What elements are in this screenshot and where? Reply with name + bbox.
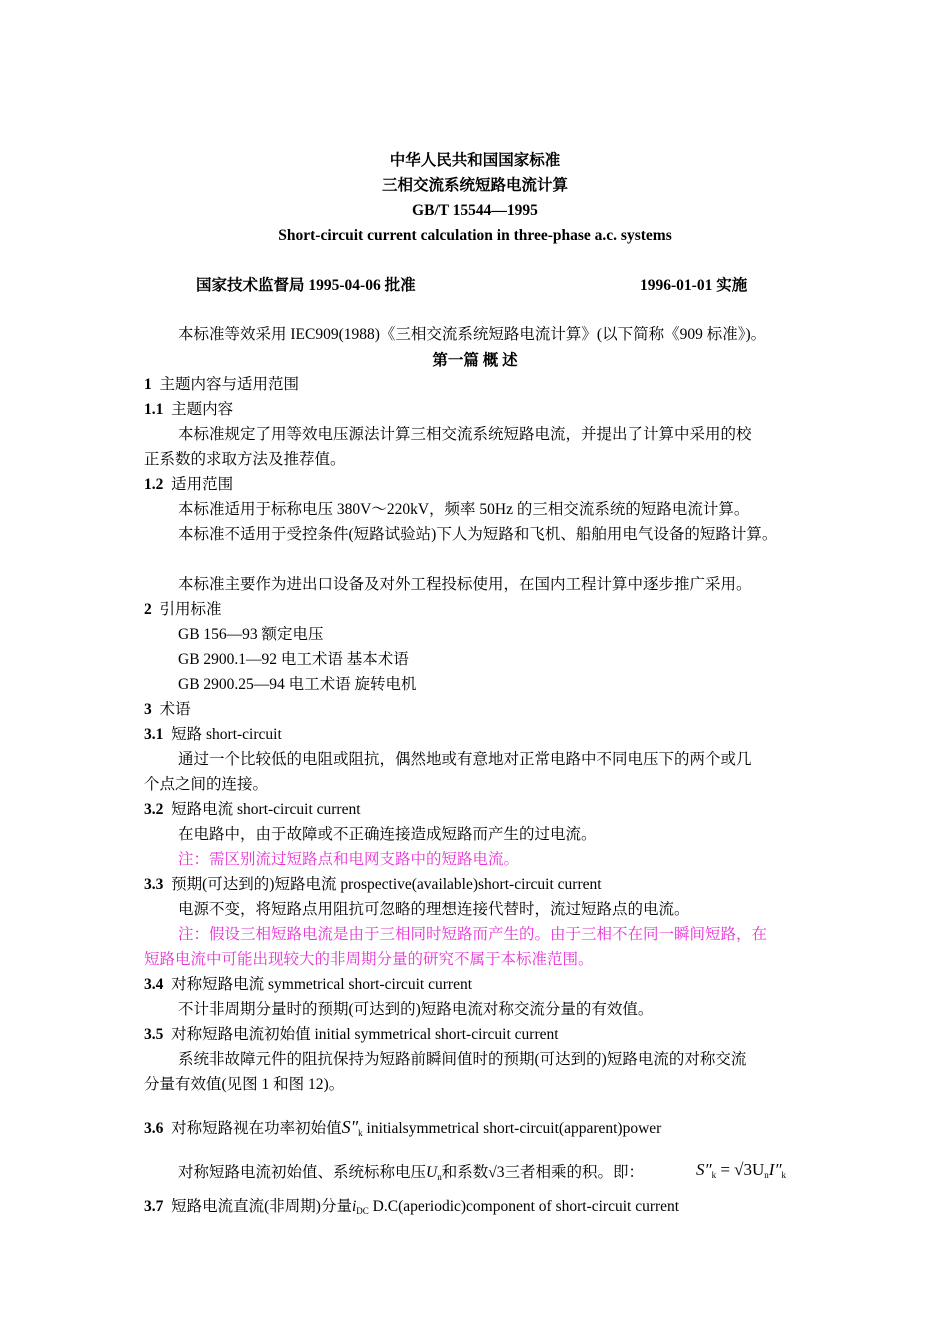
formula-paragraph: [178, 1163, 644, 1187]
formula-text: 对称短路电流初始值、系统标称电压: [178, 1164, 427, 1181]
term-number: 3.7: [144, 1198, 164, 1215]
paragraph-line: 不计非周期分量时的预期(可达到的)短路电流对称交流分量的有效值。: [178, 1001, 654, 1018]
section-number: 1.2: [144, 476, 164, 493]
symbol-subscript: k: [781, 1170, 787, 1180]
term-number: 3.4: [144, 976, 164, 993]
paragraph-line: 本标准主要作为进出口设备及对外工程投标使用，在国内工程计算中逐步推广采用。: [178, 576, 752, 593]
paragraph-line: 在电路中，由于故障或不正确连接造成短路而产生的过电流。: [178, 826, 597, 843]
term-number: 3.5: [144, 1026, 164, 1043]
paragraph-line: 分量有效值(见图 1 和图 12)。: [144, 1076, 345, 1093]
note-line: 注：需区别流过短路点和电网支路中的短路电流。: [178, 851, 520, 868]
note-line: 注：假设三相短路电流是由于三相同时短路而产生的。由于三相不在同一瞬间短路，在: [178, 926, 768, 943]
term-title: 预期(可达到的)短路电流 prospective(available)short-circuit current: [171, 876, 602, 893]
formula-text: 和系数: [441, 1164, 489, 1181]
term-3-5-heading: [144, 1025, 559, 1045]
formula-text: 三者相乘的积。即：: [504, 1164, 645, 1181]
term-3-3-heading: [144, 875, 602, 895]
section-2-heading: [144, 600, 222, 620]
section-number: 1: [144, 376, 152, 393]
paragraph-line: 个点之间的连接。: [144, 776, 269, 793]
paragraph-line: 本标准不适用于受控条件(短路试验站)下人为短路和飞机、船舶用电气设备的短路计算。: [178, 526, 778, 543]
sqrt-symbol: √3: [488, 1164, 505, 1181]
paragraph-line: 通过一个比较低的电阻或阻抗，偶然地或有意地对正常电路中不同电压下的两个或几: [178, 751, 752, 768]
symbol-subscript: n: [437, 1172, 442, 1182]
section-1-heading: [144, 375, 299, 395]
term-3-4-heading: [144, 975, 472, 995]
term-title: 对称短路电流初始值 initial symmetrical short-circuit current: [171, 1026, 559, 1043]
section-number: 3: [144, 701, 152, 718]
header-org: 中华人民共和国国家标准: [389, 152, 561, 169]
formula-equation: [696, 1160, 786, 1185]
section-number: 2: [144, 601, 152, 618]
header-title-en: Short-circuit current calculation in three-phase a.c. systems: [278, 227, 672, 244]
term-title-en: initialsymmetrical short-circuit(apparent)power: [366, 1120, 662, 1137]
paragraph-line: 本标准适用于标称电压 380V～220kV，频率 50Hz 的三相交流系统的短路电流计算。: [178, 501, 750, 518]
section-title: 适用范围: [171, 476, 234, 493]
intro-paragraph: 本标准等效采用 IEC909(1988)《三相交流系统短路电流计算》(以下简称《909 标准》)。: [178, 326, 767, 343]
section-1-2-heading: [144, 475, 233, 495]
term-number: 3.6: [144, 1120, 164, 1137]
reference-item: GB 156—93 额定电压: [178, 626, 324, 643]
symbol-subscript: DC: [356, 1206, 369, 1216]
term-3-6-heading: [144, 1117, 661, 1143]
section-1-1-heading: [144, 400, 233, 420]
paragraph-line: 系统非故障元件的阻抗保持为短路前瞬间值时的预期(可达到的)短路电流的对称交流: [178, 1051, 747, 1068]
header-code: GB/T 15544—1995: [412, 202, 538, 219]
paragraph-line: 正系数的求取方法及推荐值。: [144, 451, 346, 468]
symbol-subscript: k: [358, 1128, 363, 1138]
symbol-i-double-prime: I″: [768, 1160, 782, 1179]
term-number: 3.2: [144, 801, 164, 818]
equation-middle: = √3U: [720, 1160, 765, 1179]
term-3-7-heading: [144, 1197, 679, 1221]
paragraph-line: 电源不变，将短路点用阻抗可忽略的理想连接代替时，流过短路点的电流。: [178, 901, 690, 918]
section-title: 术语: [159, 701, 191, 718]
header-effective: 1996-01-01 实施: [640, 277, 748, 294]
paragraph-line: 本标准规定了用等效电压源法计算三相交流系统短路电流，并提出了计算中采用的校: [178, 426, 752, 443]
symbol-s-double-prime: S″: [341, 1117, 359, 1137]
part-title: 第一篇 概 述: [432, 352, 518, 369]
term-number: 3.1: [144, 726, 164, 743]
symbol-s-double-prime: S″: [696, 1160, 712, 1179]
term-title: 短路 short-circuit: [171, 726, 282, 743]
term-title: 短路电流直流(非周期)分量: [171, 1198, 352, 1215]
symbol-i: i: [351, 1198, 357, 1215]
reference-item: GB 2900.1—92 电工术语 基本术语: [178, 651, 409, 668]
symbol-subscript: n: [764, 1170, 769, 1180]
term-number: 3.3: [144, 876, 164, 893]
header-title-cn: 三相交流系统短路电流计算: [381, 177, 568, 194]
term-3-2-heading: [144, 800, 361, 820]
term-title: 对称短路视在功率初始值: [171, 1120, 342, 1137]
section-3-heading: [144, 700, 191, 720]
section-number: 1.1: [144, 401, 164, 418]
symbol-u: U: [426, 1164, 438, 1181]
reference-item: GB 2900.25—94 电工术语 旋转电机: [178, 676, 417, 693]
term-title: 对称短路电流 symmetrical short-circuit current: [171, 976, 473, 993]
term-title: 短路电流 short-circuit current: [171, 801, 361, 818]
section-title: 引用标准: [159, 601, 222, 618]
section-title: 主题内容与适用范围: [159, 376, 300, 393]
section-title: 主题内容: [171, 401, 234, 418]
symbol-subscript: k: [711, 1170, 717, 1180]
term-3-1-heading: [144, 725, 282, 745]
header-approved: 国家技术监督局 1995-04-06 批准: [196, 277, 416, 294]
term-title-en: D.C(aperiodic)component of short-circuit current: [372, 1198, 680, 1215]
note-line: 短路电流中可能出现较大的非周期分量的研究不属于本标准范围。: [144, 951, 594, 968]
